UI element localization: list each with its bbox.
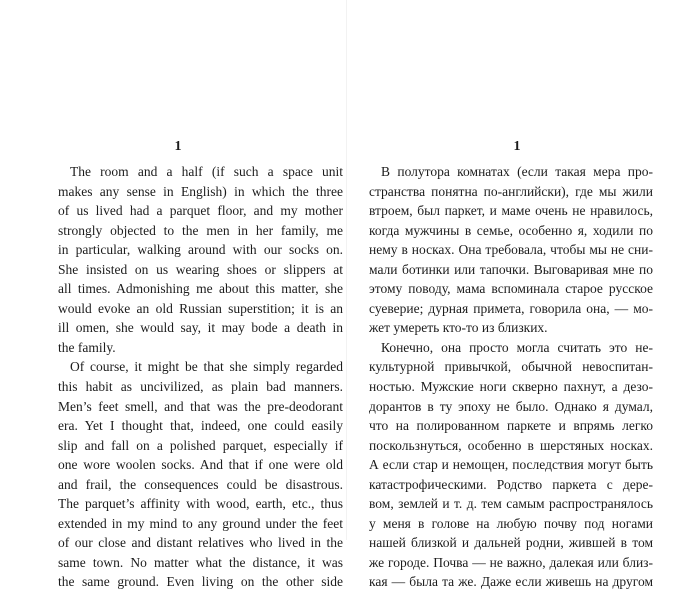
text-line: когда мужчины в семье, особенно я, ходили по <box>369 222 653 238</box>
text-line: суеверие; дурная примета, говорила она, — мо- <box>369 300 653 316</box>
text-line: Of course, it might be that she simply regarded <box>70 359 343 375</box>
text-line: А если стар и немощен, последствия могут быть <box>369 457 653 473</box>
right-page-russian <box>347 0 693 590</box>
text-line: extended in my mind to any ground under the feet <box>58 515 343 531</box>
text-line: Men’s feet smell, and that was the pre-deodorant <box>58 398 343 414</box>
text-line: would evoke an old Russian superstition; it is an <box>58 300 343 316</box>
right-page-body <box>369 162 653 592</box>
left-page-english <box>0 0 346 590</box>
text-line: same town. No matter what the distance, it was <box>58 554 343 570</box>
text-line: жет умереть кто-то из близких. <box>369 320 548 336</box>
paragraph <box>58 357 343 592</box>
text-line: the family. <box>58 339 116 355</box>
text-line: нему в носках. Она требовала, чтобы мы не сни- <box>369 242 653 258</box>
left-page-body <box>58 162 343 592</box>
text-line: the same ground. Even living on the other side <box>58 574 343 590</box>
chapter-number-right: 1 <box>513 139 521 154</box>
text-line: культурной привычкой, обычной невоспитан- <box>369 359 653 375</box>
text-line: The room and a half (if such a space unit <box>70 164 343 179</box>
paragraph <box>369 338 653 592</box>
chapter-number-left: 1 <box>174 139 182 154</box>
text-line: makes any sense in English) in which the three <box>58 183 343 199</box>
text-line: же городе. Почва — не важно, далекая или близ- <box>369 554 653 570</box>
text-line: of our close and distant relatives who lived in the <box>58 535 343 551</box>
text-line: era. Yet I thought that, indeed, one could easily <box>58 418 343 434</box>
text-line: all times. Admonishing me about this matter, she <box>58 281 343 297</box>
text-line: катастрофическими. Родство паркета с дере- <box>369 476 653 492</box>
text-line: вом, землей и т. д. тем самым распространялось <box>369 496 653 512</box>
text-line: The parquet’s affinity with wood, earth, etc., thus <box>58 496 343 512</box>
text-line: этому поводу, мама вспоминала старое русское <box>369 281 653 297</box>
text-line: ill omen, she would say, it may bode a death in <box>58 320 343 336</box>
text-line: one wore woolen socks. And that if one were old <box>58 457 343 473</box>
text-line: кая — была та же. Даже если живешь на другом <box>369 574 653 590</box>
text-line: у меня в голове на любую почву под ногами <box>369 515 653 531</box>
text-line: мали ботинки или тапочки. Выговаривая мне по <box>369 261 653 277</box>
text-line: В полутора комнатах (если такая мера про- <box>381 164 653 179</box>
text-line: this habit as uncivilized, as plain bad manners. <box>58 379 343 395</box>
text-line: дорантов в ту эпоху не было. Однако я думал, <box>369 398 653 414</box>
text-line: strongly objected to the men in her family, me <box>58 222 343 238</box>
text-line: странства понятна по-английски), где мы жили <box>369 183 653 199</box>
paragraph <box>58 162 343 357</box>
paragraph <box>369 162 653 338</box>
text-line: нашей близкой и дальней родни, жившей в том <box>369 535 653 551</box>
text-line: что на полированном паркете и впрямь легко <box>369 418 653 434</box>
text-line: in particular, walking around with our socks on. <box>58 242 343 258</box>
text-line: of us lived had a parquet floor, and my mother <box>58 203 343 219</box>
text-line: She insisted on us wearing shoes or slippers at <box>58 261 343 277</box>
text-line: поскользнуться, особенно в шерстяных носках. <box>369 437 653 453</box>
text-line: slip and fall on a polished parquet, especially if <box>58 437 343 453</box>
text-line: втроем, был паркет, и маме очень не нравилось, <box>369 203 653 219</box>
text-line: Конечно, она просто могла считать это не- <box>381 339 653 355</box>
text-line: and frail, the consequences could be disastrous. <box>58 476 343 492</box>
text-line: ностью. Мужские ноги скверно пахнут, а дезо- <box>369 379 653 395</box>
